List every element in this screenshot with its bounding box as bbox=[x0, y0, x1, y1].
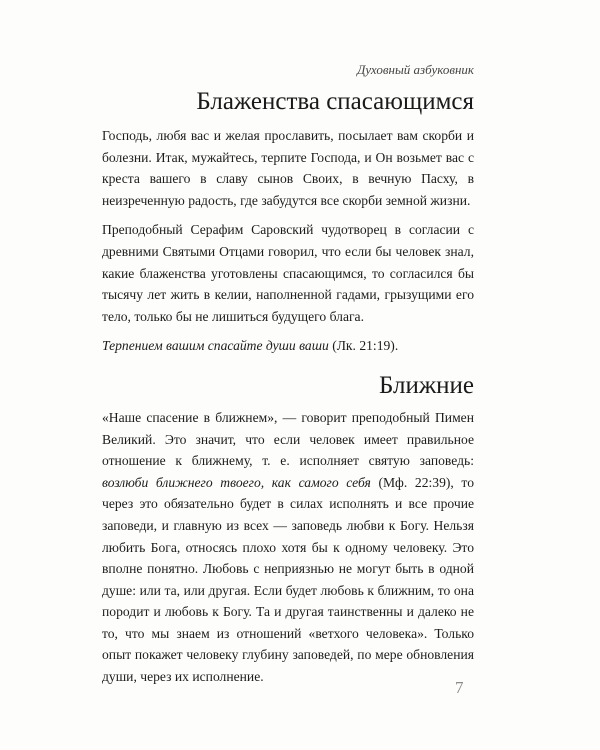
running-head: Духовный азбуковник bbox=[357, 62, 474, 77]
paragraph bbox=[102, 407, 474, 688]
page-number: 7 bbox=[455, 678, 464, 697]
paragraph-part: (Мф. 22:39), то через это обязательно будет в силах исполнять и все прочие заповеди, и главную из всех — заповедь любви к Богу. Нельзя любить Бога, относясь плохо хотя бы к одному человеку. Это вполне понятно. Любовь с неприязнью не могут быть в одной душе: или та, или другая. Если будет любовь к ближним, то она породит и любовь к Богу. Та и другая таинственны и далеко не то, что мы знаем из отношений «ветхого человека». Только опыт покажет человеку глубину заповедей, по мере обновления души, через их исполнение. bbox=[102, 474, 474, 685]
quote-text: Терпением вашим спасайте души ваши bbox=[102, 338, 329, 354]
paragraph-part: «Наше спасение в ближнем», — говорит преподобный Пимен Великий. Это значит, что если человек имеет правильное отношение к ближнему, т. е. исполняет святую заповедь: bbox=[102, 409, 474, 469]
section-title-blessings: Блаженства спасающимся bbox=[196, 88, 474, 115]
section-title-neighbors: Ближние bbox=[378, 371, 474, 399]
paragraph: Преподобный Серафим Саровский чудотворец в согласии с древними Святыми Отцами говорил, что если бы человек знал, какие блаженства уготовлены спасающимся, то согласился бы тысячу лет жить в келии, наполненной гадами, грызущими его тело, только бы не лишиться будущего блага. bbox=[102, 222, 474, 324]
page-content bbox=[102, 62, 474, 688]
quote-reference: (Лк. 21:19). bbox=[332, 338, 399, 354]
scripture-quote bbox=[102, 335, 474, 357]
paragraph: Господь, любя вас и желая прославить, посылает вам скорби и болезни. Итак, мужайтесь, терпите Господа, и Он возьмет вас с креста вашего в славу сынов Своих, в вечную Пасху, в неизреченную радость, где забудутся все скорби земной жизни. bbox=[102, 128, 474, 208]
commandment-quote: возлюби ближнего твоего, как самого себя bbox=[102, 474, 371, 490]
